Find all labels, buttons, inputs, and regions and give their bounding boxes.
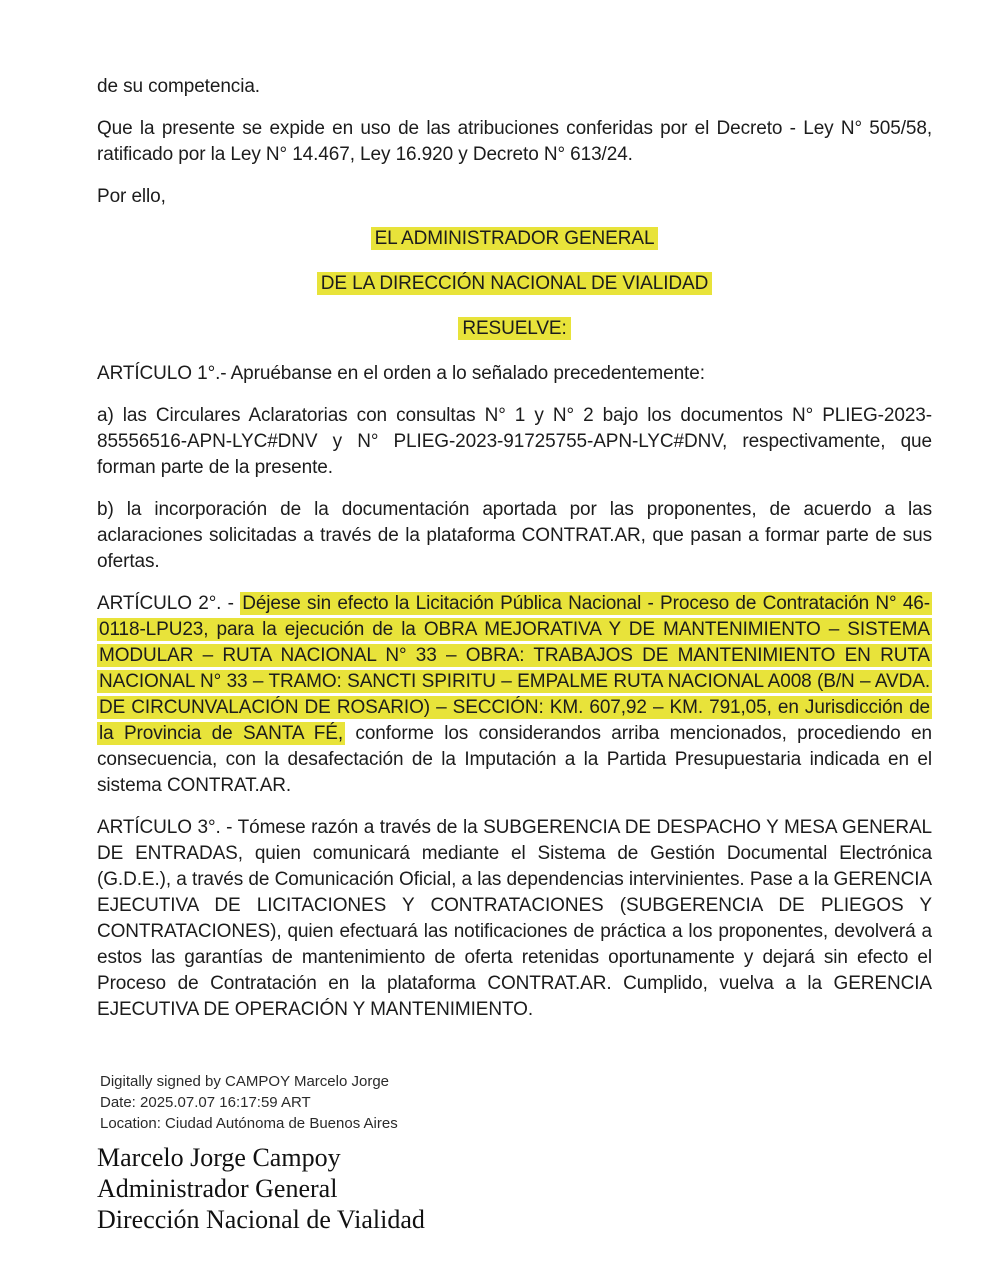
digital-signature-signed-by: Digitally signed by CAMPOY Marcelo Jorge: [100, 1073, 390, 1090]
articulo-2-paragraph: [97, 591, 932, 799]
heading-line-2: [97, 271, 932, 297]
paragraph-atribuciones: Que la presente se expide en uso de las atribuciones conferidas por el Decreto - Ley N° 505/58, ratificado por la Ley N° 14.467, Ley 16.920 y Decreto N° 613/24.: [97, 118, 932, 165]
digital-signature-metadata: [100, 1071, 932, 1134]
heading-line-3: [97, 316, 932, 342]
articulo-1-paragraph: ARTÍCULO 1°.- Apruébanse en el orden a lo señalado precedentemente:: [97, 363, 705, 384]
heading-direccion-nacional-vialidad: DE LA DIRECCIÓN NACIONAL DE VIALIDAD: [317, 272, 712, 295]
digital-signature-location: Location: Ciudad Autónoma de Buenos Aires: [100, 1115, 398, 1132]
signatory-identity: [97, 1142, 932, 1235]
heading-line-1: [97, 226, 932, 252]
heading-administrador-general: EL ADMINISTRADOR GENERAL: [371, 227, 659, 250]
paragraph-por-ello: Por ello,: [97, 186, 166, 207]
signature-block: [97, 1071, 932, 1235]
articulo-2-highlighted-text: Déjese sin efecto la Licitación Pública Nacional - Proceso de Contratación N° 46-0118-LPU23, para la ejecución de la OBRA MEJORATIVA Y DE MANTENIMIENTO – SISTEMA MODULAR – RUTA NACIONAL N° 33 – OBRA: TRABAJOS DE MANTENIMIENTO EN RUTA NACIONAL N° 33 – TRAMO: SANCTI SPIRITU – EMPALME RUTA NACIONAL A008 (B/N – AVDA. DE CIRCUNVALACIÓN DE ROSARIO) – SECCIÓN: KM. 607,92 – KM. 791,05, en Jurisdicción de la Provincia de SANTA FÉ,: [99, 593, 930, 744]
item-b-paragraph: b) la incorporación de la documentación aportada por las proponentes, de acuerdo a las aclaraciones solicitadas a través de la plataforma CONTRAT.AR, que pasan a formar parte de sus ofertas.: [97, 499, 932, 572]
articulo-3-paragraph: ARTÍCULO 3°. - Tómese razón a través de la SUBGERENCIA DE DESPACHO Y MESA GENERAL DE ENTRADAS, quien comunicará mediante el Sistema de Gestión Documental Electrónica (G.D.E.), a través de Comunicación Oficial, a las dependencias intervinientes. Pase a la GERENCIA EJECUTIVA DE LICITACIONES Y CONTRATACIONES (SUBGERENCIA DE PLIEGOS Y CONTRATACIONES), quien efectuará las notificaciones de práctica a los proponentes, devolverá a estos las garantías de mantenimiento de oferta retenidas oportunamente y dejará sin efecto el Proceso de Contratación en la plataforma CONTRAT.AR. Cumplido, vuelva a la GERENCIA EJECUTIVA DE OPERACIÓN Y MANTENIMIENTO.: [97, 817, 932, 1020]
signatory-name: Marcelo Jorge Campoy: [97, 1143, 341, 1172]
signatory-organization: Dirección Nacional de Vialidad: [97, 1205, 425, 1234]
item-a-paragraph: a) las Circulares Aclaratorias con consultas N° 1 y N° 2 bajo los documentos N° PLIEG-2023-85556516-APN-LYC#DNV y N° PLIEG-2023-91725755-APN-LYC#DNV, respectivamente, que forman parte de la presente.: [97, 405, 932, 478]
articulo-2-prefix: ARTÍCULO 2°. -: [97, 593, 241, 614]
digital-signature-date: Date: 2025.07.07 16:17:59 ART: [100, 1094, 311, 1111]
heading-resuelve: RESUELVE:: [458, 317, 570, 340]
paragraph-competencia: de su competencia.: [97, 76, 260, 97]
signatory-title: Administrador General: [97, 1174, 338, 1203]
articulo-2-suffix: conforme los considerandos arriba mencionados, procediendo en consecuencia, con la desafectación de la Imputación a la Partida Presupuestaria indicada en el sistema CONTRAT.AR.: [97, 723, 932, 796]
